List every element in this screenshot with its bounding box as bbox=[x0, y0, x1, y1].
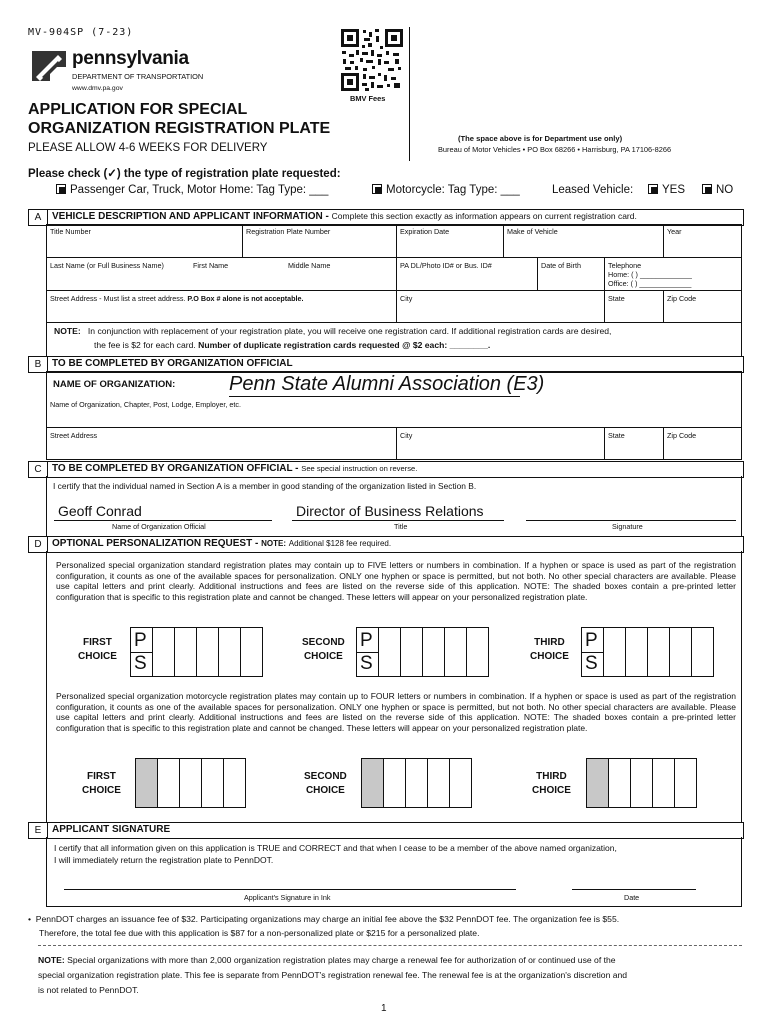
pa-logo-icon bbox=[28, 47, 68, 85]
form-title-line1: APPLICATION FOR SPECIAL bbox=[28, 101, 248, 118]
form-title-line2: ORGANIZATION REGISTRATION PLATE bbox=[28, 120, 331, 137]
standard-plate-instructions: Personalized special organization standard registration plates may contain up to FIVE letters or numbers in combination. If a hyphen or space is used as part of the registration configuration, it counts as one of the available spaces for personalization. ONLY one hyphen or space is permitted, but not both. No other special characters are available. Please use capital letters and print clearly. Additional instructions and fees are listed on the reverse side of this application. NOTE: The shaded boxes contain a pre-printed letter configuration that is specific to this registration plate and cannot be changed. These letters will appear on your personalized registration plate. bbox=[56, 560, 736, 602]
shaded-cell bbox=[135, 758, 158, 808]
grid-line bbox=[46, 257, 742, 258]
official-title-value[interactable]: Director of Business Relations bbox=[296, 503, 484, 519]
plate-type-motorcycle[interactable] bbox=[372, 184, 520, 196]
first-choice-plate[interactable] bbox=[131, 627, 263, 677]
char-box[interactable] bbox=[400, 627, 423, 677]
second-choice-label: SECOND CHOICE bbox=[302, 637, 345, 662]
preprinted-cell: P S bbox=[356, 627, 379, 677]
signature-line[interactable] bbox=[526, 520, 736, 521]
leased-yes-option[interactable] bbox=[648, 184, 685, 196]
checkbox-icon[interactable] bbox=[648, 184, 658, 194]
first-choice-label: FIRST CHOICE bbox=[78, 637, 117, 662]
plate-type-passenger[interactable] bbox=[56, 184, 328, 196]
org-name-label: NAME OF ORGANIZATION: bbox=[53, 379, 176, 390]
grid-line bbox=[503, 224, 504, 257]
delivery-notice: PLEASE ALLOW 4-6 WEEKS FOR DELIVERY bbox=[28, 142, 268, 154]
grid-line bbox=[663, 427, 664, 460]
section-a-title: VEHICLE DESCRIPTION AND APPLICANT INFORMATION - Complete this section exactly as information appears on current registration card. bbox=[52, 211, 637, 222]
no-label: NO bbox=[716, 184, 734, 196]
moto-second-choice-plate[interactable] bbox=[362, 758, 472, 808]
org-street-field[interactable]: Street Address bbox=[50, 431, 98, 440]
bullet-icon: • bbox=[28, 914, 32, 924]
logo-state: pennsylvania bbox=[72, 48, 189, 69]
grid-line bbox=[663, 290, 664, 323]
moto-third-choice-plate[interactable] bbox=[587, 758, 697, 808]
char-box[interactable] bbox=[174, 627, 197, 677]
year-field[interactable]: Year bbox=[667, 227, 682, 236]
char-box[interactable] bbox=[444, 627, 467, 677]
char-box[interactable] bbox=[449, 758, 472, 808]
official-title-label: Title bbox=[394, 522, 408, 531]
third-choice-plate[interactable] bbox=[582, 627, 714, 677]
renewal-fee-note: NOTE: Special organizations with more than 2,000 organization registration plates may charge a renewal fee for authorization of or continued use of the special organization registration plate. This fee is separate from PennDOT's registration renewal fee. The renewal fee is at the organization's discretion and is not related to PennDOT. bbox=[38, 955, 628, 995]
moto-third-choice-label: THIRD CHOICE bbox=[532, 771, 571, 796]
zip-field[interactable]: Zip Code bbox=[667, 294, 697, 303]
char-box[interactable] bbox=[647, 627, 670, 677]
certify-line1: I certify that all information given on this application is TRUE and CORRECT and that when I cease to be a member of the above named organization, bbox=[54, 843, 617, 853]
logo-dept: DEPARTMENT OF TRANSPORTATION bbox=[72, 72, 204, 81]
char-box[interactable] bbox=[466, 627, 489, 677]
state-field[interactable]: State bbox=[608, 294, 625, 303]
yes-label: YES bbox=[662, 184, 686, 196]
office-phone-field[interactable]: Office: ( ) _____________ bbox=[608, 279, 692, 288]
section-d-title: OPTIONAL PERSONALIZATION REQUEST - NOTE: Additional $128 fee required. bbox=[52, 538, 392, 549]
grid-line bbox=[396, 427, 397, 460]
telephone-label: Telephone bbox=[608, 261, 642, 270]
official-name-value[interactable]: Geoff Conrad bbox=[58, 503, 142, 519]
char-box[interactable] bbox=[691, 627, 714, 677]
name-line bbox=[54, 520, 272, 521]
shaded-cell bbox=[586, 758, 609, 808]
certify-line2: I will immediately return the registration plate to PennDOT. bbox=[54, 855, 274, 865]
grid-line bbox=[604, 427, 605, 460]
expiration-field[interactable]: Expiration Date bbox=[400, 227, 450, 236]
checkbox-icon[interactable] bbox=[56, 184, 66, 194]
char-box[interactable] bbox=[669, 627, 692, 677]
char-box[interactable] bbox=[383, 758, 406, 808]
date-label: Date bbox=[624, 893, 640, 902]
applicant-signature-line[interactable] bbox=[64, 889, 516, 890]
org-zip-field[interactable]: Zip Code bbox=[667, 431, 697, 440]
org-state-field[interactable]: State bbox=[608, 431, 625, 440]
char-box[interactable] bbox=[674, 758, 697, 808]
middle-name-field[interactable]: Middle Name bbox=[288, 261, 331, 270]
qr-code-icon bbox=[340, 28, 404, 92]
moto-first-choice-plate[interactable] bbox=[136, 758, 246, 808]
shaded-cell bbox=[361, 758, 384, 808]
title-line bbox=[292, 520, 504, 521]
char-box[interactable] bbox=[608, 758, 631, 808]
checkbox-icon[interactable] bbox=[702, 184, 712, 194]
applicant-signature-label: Applicant's Signature in Ink bbox=[244, 893, 331, 902]
section-letter: C bbox=[29, 462, 48, 477]
section-letter: D bbox=[29, 537, 48, 552]
char-box[interactable] bbox=[603, 627, 626, 677]
org-name-value[interactable]: Penn State Alumni Association (E3) bbox=[229, 373, 545, 395]
char-box[interactable] bbox=[152, 627, 175, 677]
section-letter: E bbox=[29, 823, 48, 838]
check-prompt: Please check (✓) the type of registration plate requested: bbox=[28, 168, 341, 180]
grid-line bbox=[46, 427, 742, 428]
grid-line bbox=[396, 224, 397, 323]
char-box[interactable] bbox=[218, 627, 241, 677]
char-box[interactable] bbox=[201, 758, 224, 808]
char-box[interactable] bbox=[625, 627, 648, 677]
preprinted-cell: P S bbox=[130, 627, 153, 677]
section-letter: B bbox=[29, 357, 48, 372]
motorcycle-plate-instructions: Personalized special organization motorcycle registration plates may contain up to FOUR letters or numbers in combination. If a hyphen or space is used as part of the registration configuration, it counts as one of the available spaces for personalization. ONLY one hyphen or space is permitted, but not both. No other special characters are available. Please use capital letters and print clearly. Additional instructions and fees are listed on the reverse side of this application. NOTE: The shaded boxes contain a pre-printed letter configuration that is specific to this registration plate and cannot be changed. These letters will appear on your personalized registration plate. bbox=[56, 691, 736, 733]
org-name-underline bbox=[229, 396, 520, 397]
last-name-field[interactable]: Last Name (or Full Business Name) bbox=[50, 261, 164, 270]
form-id: MV-904SP (7-23) bbox=[28, 27, 134, 38]
char-box[interactable] bbox=[630, 758, 653, 808]
moto-first-choice-label: FIRST CHOICE bbox=[82, 771, 121, 796]
make-field[interactable]: Make of Vehicle bbox=[507, 227, 558, 236]
official-signature-label: Signature bbox=[612, 522, 643, 531]
dl-field[interactable]: PA DL/Photo ID# or Bus. ID# bbox=[400, 261, 492, 270]
grid-line bbox=[46, 290, 742, 291]
date-line[interactable] bbox=[572, 889, 696, 890]
grid-line bbox=[663, 224, 664, 257]
form-title bbox=[28, 100, 330, 138]
note-line2: the fee is $2 for each card. Number of duplicate registration cards requested @ $2 each: ________. bbox=[94, 340, 491, 350]
reg-plate-field[interactable]: Registration Plate Number bbox=[246, 227, 331, 236]
char-box[interactable] bbox=[427, 758, 450, 808]
dob-field[interactable]: Date of Birth bbox=[541, 261, 581, 270]
first-name-field[interactable]: First Name bbox=[193, 261, 229, 270]
logo-url: www.dmv.pa.gov bbox=[72, 85, 123, 92]
passenger-label: Passenger Car, Truck, Motor Home: Tag Type: ___ bbox=[70, 184, 329, 196]
char-box[interactable] bbox=[652, 758, 675, 808]
section-b-title: TO BE COMPLETED BY ORGANIZATION OFFICIAL bbox=[52, 358, 293, 369]
second-choice-plate[interactable] bbox=[357, 627, 489, 677]
dashed-divider bbox=[38, 945, 742, 946]
moto-second-choice-label: SECOND CHOICE bbox=[304, 771, 347, 796]
header-divider bbox=[409, 27, 410, 161]
char-box[interactable] bbox=[179, 758, 202, 808]
grid-line bbox=[604, 257, 605, 323]
leased-vehicle-label: Leased Vehicle: bbox=[552, 184, 634, 196]
section-c-title: TO BE COMPLETED BY ORGANIZATION OFFICIAL - See special instruction on reverse. bbox=[52, 463, 418, 474]
dept-use-note: (The space above is for Department use only) bbox=[458, 134, 623, 143]
bmv-fees-label: BMV Fees bbox=[350, 94, 386, 103]
city-field[interactable]: City bbox=[400, 294, 413, 303]
leased-no-option[interactable] bbox=[702, 184, 733, 196]
title-number-field[interactable]: Title Number bbox=[50, 227, 91, 236]
char-box[interactable] bbox=[196, 627, 219, 677]
char-box[interactable] bbox=[422, 627, 445, 677]
char-box[interactable] bbox=[223, 758, 246, 808]
home-phone-field[interactable]: Home: ( ) _____________ bbox=[608, 270, 692, 279]
third-choice-label: THIRD CHOICE bbox=[530, 637, 569, 662]
bureau-address: Bureau of Motor Vehicles • PO Box 68266 • Harrisburg, PA 17106-8266 bbox=[438, 145, 672, 154]
note-line1: NOTE: In conjunction with replacement of your registration plate, you will receive one registration card. If additional registration cards are desired, bbox=[54, 326, 612, 336]
char-box[interactable] bbox=[405, 758, 428, 808]
official-name-label: Name of Organization Official bbox=[112, 522, 206, 531]
checkbox-icon[interactable] bbox=[372, 184, 382, 194]
char-box[interactable] bbox=[157, 758, 180, 808]
fee-note: • PennDOT charges an issuance fee of $32. Participating organizations may charge an initial fee above the $32 PennDOT fee. The organization fee is $55. Therefore, the total fee due with this application is $87 for a non-personalized plate or $215 for a personalized plate. bbox=[28, 914, 620, 938]
section-letter: A bbox=[29, 210, 48, 225]
street-address-field[interactable]: Street Address - Must list a street address. P.O Box # alone is not acceptable. bbox=[50, 294, 304, 303]
grid-line bbox=[242, 224, 243, 257]
certify-member: I certify that the individual named in Section A is a member in good standing of the organization listed in Section B. bbox=[53, 481, 477, 491]
char-box[interactable] bbox=[378, 627, 401, 677]
section-e-title: APPLICANT SIGNATURE bbox=[52, 824, 171, 835]
grid-line bbox=[537, 257, 538, 290]
page-number: 1 bbox=[381, 1003, 387, 1014]
motorcycle-label: Motorcycle: Tag Type: ___ bbox=[386, 184, 520, 196]
char-box[interactable] bbox=[240, 627, 263, 677]
org-name-sub: Name of Organization, Chapter, Post, Lodge, Employer, etc. bbox=[50, 400, 241, 409]
org-city-field[interactable]: City bbox=[400, 431, 413, 440]
preprinted-cell: P S bbox=[581, 627, 604, 677]
